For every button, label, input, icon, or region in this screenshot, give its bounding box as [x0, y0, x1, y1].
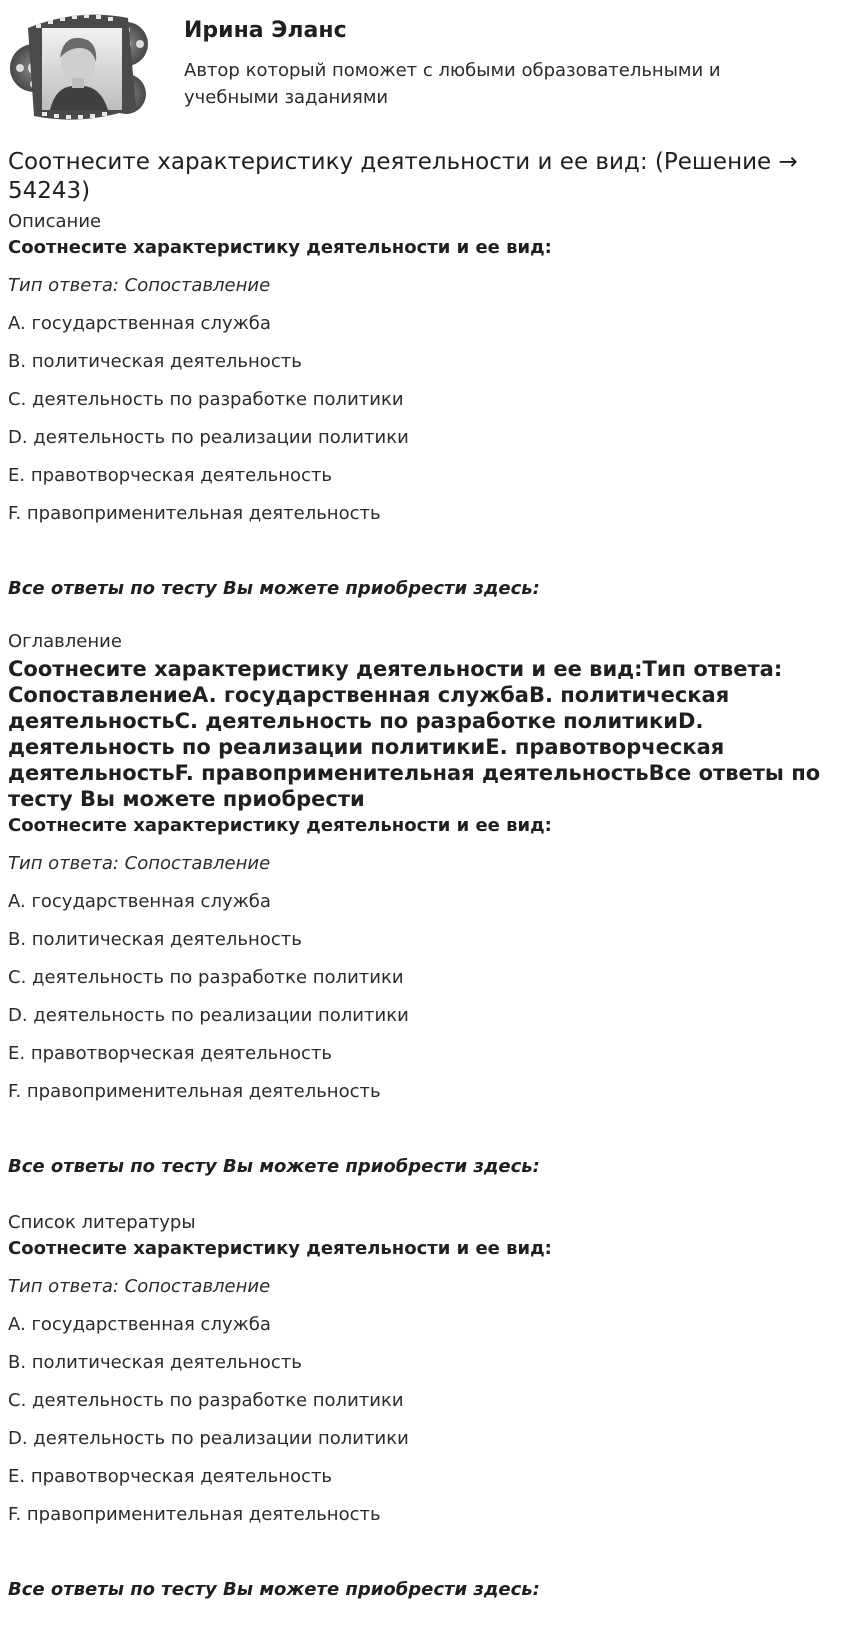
- page-title: Соотнесите характеристику деятельности и ее вид: (Решение → 54243): [8, 149, 798, 204]
- option-item: E. правотворческая деятельность: [8, 465, 333, 486]
- answer-type: Тип ответа: Сопоставление: [8, 275, 271, 296]
- option-item: E. правотворческая деятельность: [8, 1466, 333, 1487]
- option-item: F. правоприменительная деятельность: [8, 503, 381, 524]
- option-item: A. государственная служба: [8, 313, 271, 334]
- question-text: Соотнесите характеристику деятельности и ее вид:: [8, 815, 552, 836]
- option-item: C. деятельность по разработке политики: [8, 389, 404, 410]
- option-item: A. государственная служба: [8, 1314, 271, 1335]
- option-item: B. политическая деятельность: [8, 1352, 302, 1373]
- section-label: Описание: [8, 211, 102, 232]
- all-answers-note: Все ответы по тесту Вы можете приобрести здесь:: [8, 578, 540, 599]
- option-item: D. деятельность по реализации политики: [8, 1005, 409, 1026]
- option-item: E. правотворческая деятельность: [8, 1043, 333, 1064]
- section-toc: [8, 630, 838, 1179]
- option-item: D. деятельность по реализации политики: [8, 1428, 409, 1449]
- section-description: [8, 210, 838, 601]
- section-label: Список литературы: [8, 1212, 196, 1233]
- all-answers-note: Все ответы по тесту Вы можете приобрести здесь:: [8, 1156, 540, 1177]
- option-item: B. политическая деятельность: [8, 351, 302, 372]
- section-references: [8, 1211, 838, 1602]
- avatar: [8, 8, 152, 126]
- option-item: C. деятельность по разработке политики: [8, 1390, 404, 1411]
- author-name: Ирина Эланс: [184, 18, 347, 43]
- section-label: Оглавление: [8, 631, 122, 652]
- option-item: F. правоприменительная деятельность: [8, 1504, 381, 1525]
- option-item: A. государственная служба: [8, 891, 271, 912]
- question-text: Соотнесите характеристику деятельности и ее вид:: [8, 1238, 552, 1259]
- answer-type: Тип ответа: Сопоставление: [8, 853, 271, 874]
- option-item: D. деятельность по реализации политики: [8, 427, 409, 448]
- option-item: F. правоприменительная деятельность: [8, 1081, 381, 1102]
- toc-heading: Соотнесите характеристику деятельности и ее вид:Тип ответа: СопоставлениеA. государственная службаB. политическая деятельностьC. деятельность по разработке политикиD. деятельность по реализации политикиE. правотворческая деятельностьF. правоприменительная деятельностьВсе ответы по тесту Вы можете приобрести: [8, 657, 821, 811]
- all-answers-note: Все ответы по тесту Вы можете приобрести здесь:: [8, 1579, 540, 1600]
- author-bio: Автор который поможет с любыми образовательными и учебными заданиями: [184, 60, 721, 108]
- option-item: B. политическая деятельность: [8, 929, 302, 950]
- question-text: Соотнесите характеристику деятельности и ее вид:: [8, 237, 552, 258]
- answer-type: Тип ответа: Сопоставление: [8, 1276, 271, 1297]
- option-item: C. деятельность по разработке политики: [8, 967, 404, 988]
- author-header: [8, 8, 839, 126]
